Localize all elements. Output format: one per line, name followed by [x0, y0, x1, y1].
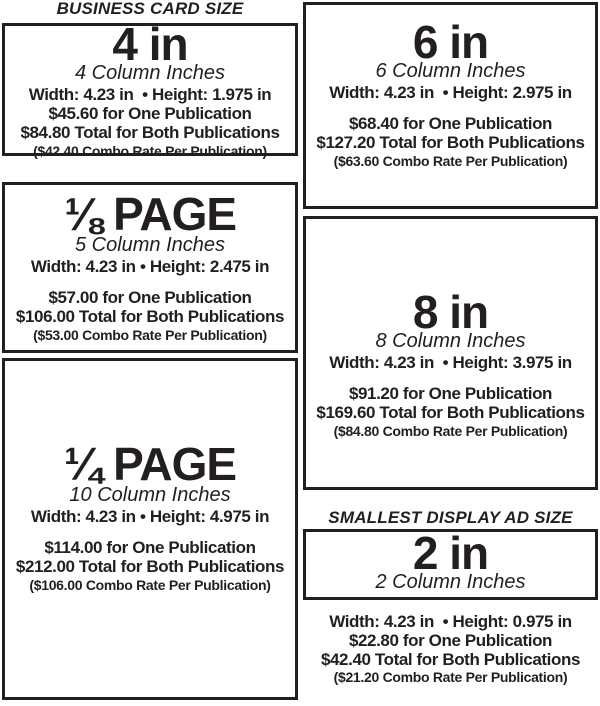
ad-details-2in [303, 610, 598, 686]
ad-size-title-quarter-page: ¼ PAGE [63, 438, 237, 490]
column-inches-2in: 2 Column Inches [375, 571, 526, 593]
dimensions-2in: Width: 4.23 in • Height: 0.975 in [329, 612, 572, 631]
column-inches-6in: 6 Column Inches [375, 60, 526, 82]
ad-box-8in [303, 216, 598, 490]
price-one-publication-quarter-page: $114.00 for One Publication [44, 538, 256, 557]
business-card-size-label: BUSINESS CARD SIZE [56, 0, 244, 18]
ad-size-title-eighth-page: ⅛ PAGE [63, 188, 237, 240]
price-one-publication-4in: $45.60 for One Publication [48, 104, 252, 123]
price-one-publication-eighth-page: $57.00 for One Publication [48, 288, 252, 307]
price-one-publication-6in: $68.40 for One Publication [348, 114, 553, 133]
column-inches-8in: 8 Column Inches [375, 330, 526, 352]
column-inches-4in: 4 Column Inches [74, 62, 226, 84]
price-both-publications-8in: $169.60 Total for Both Publications [316, 403, 585, 422]
price-both-publications-quarter-page: $212.00 Total for Both Publications [15, 557, 285, 576]
combo-rate-6in: ($63.60 Combo Rate Per Publication) [333, 153, 568, 169]
ad-size-title-4in: 4 in [112, 18, 188, 70]
price-one-publication-2in: $22.80 for One Publication [348, 631, 553, 650]
price-both-publications-2in: $42.40 Total for Both Publications [320, 650, 581, 669]
combo-rate-eighth-page: ($53.00 Combo Rate Per Publication) [33, 327, 267, 343]
ad-box-6in [303, 2, 598, 209]
combo-rate-8in: ($84.80 Combo Rate Per Publication) [333, 423, 568, 439]
ad-box-eighth-page [2, 182, 298, 353]
price-both-publications-eighth-page: $106.00 Total for Both Publications [15, 307, 285, 326]
combo-rate-quarter-page: ($106.00 Combo Rate Per Publication) [29, 577, 271, 593]
dimensions-6in: Width: 4.23 in • Height: 2.975 in [329, 83, 572, 102]
combo-rate-4in: ($42.40 Combo Rate Per Publication) [33, 143, 267, 159]
dimensions-4in: Width: 4.23 in • Height: 1.975 in [28, 85, 272, 104]
dimensions-quarter-page: Width: 4.23 in • Height: 4.975 in [30, 507, 270, 526]
ad-box-4in [2, 18, 298, 159]
price-both-publications-6in: $127.20 Total for Both Publications [316, 133, 585, 152]
ad-box-quarter-page [2, 358, 298, 700]
column-inches-quarter-page: 10 Column Inches [69, 484, 231, 506]
dimensions-8in: Width: 4.23 in • Height: 3.975 in [329, 353, 572, 372]
dimensions-eighth-page: Width: 4.23 in • Height: 2.475 in [30, 257, 270, 276]
ad-size-title-2in: 2 in [412, 527, 489, 579]
price-both-publications-4in: $84.80 Total for Both Publications [20, 123, 280, 142]
smallest-display-ad-size-label: SMALLEST DISPLAY AD SIZE [328, 508, 573, 527]
price-one-publication-8in: $91.20 for One Publication [348, 384, 553, 403]
ad-box-2in [303, 529, 598, 600]
ad-size-title-8in: 8 in [412, 286, 489, 338]
column-inches-eighth-page: 5 Column Inches [74, 234, 226, 256]
ad-size-title-6in: 6 in [412, 16, 489, 68]
combo-rate-2in: ($21.20 Combo Rate Per Publication) [333, 669, 568, 685]
